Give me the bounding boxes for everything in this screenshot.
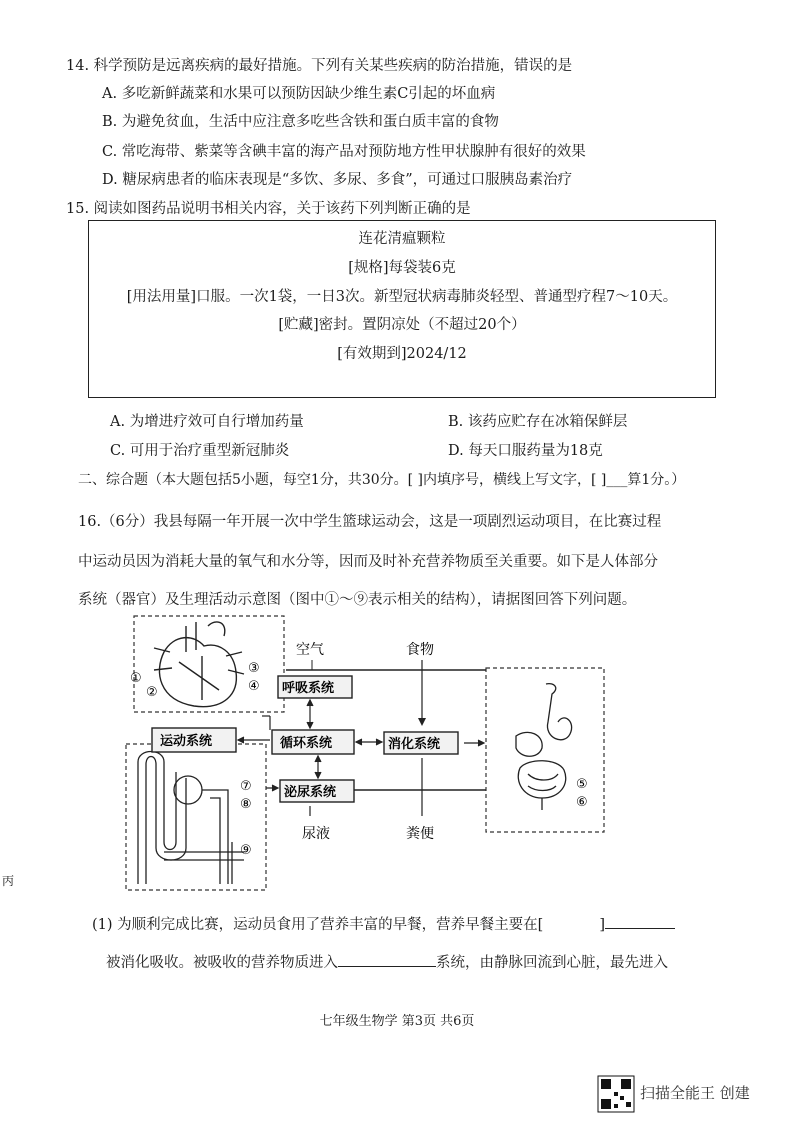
- marker-6: ⑥: [576, 795, 588, 810]
- answer-blank-1[interactable]: [543, 915, 599, 929]
- q15-stem: 15. 阅读如图药品说明书相关内容，关于该药下列判断正确的是: [66, 201, 471, 217]
- medicine-label-box: [88, 220, 716, 398]
- medicine-name: 连花清瘟颗粒: [358, 231, 446, 247]
- body-systems-diagram: [124, 612, 612, 894]
- label-food: 食物: [406, 642, 434, 658]
- q14-option-c: C. 常吃海带、紫菜等含碘丰富的海产品对预防地方性甲状腺肿有很好的效果: [102, 144, 586, 160]
- q16-line3: 系统（器官）及生理活动示意图（图中①～⑨表示相关的结构），请据图回答下列问题。: [78, 592, 637, 608]
- label-feces: 粪便: [406, 826, 434, 842]
- q16-sub1-line2: [106, 951, 668, 972]
- box-motor: 运动系统: [160, 734, 213, 749]
- q16-sub1-part4: 系统，由静脉回流到心脏，最先进入: [436, 955, 668, 971]
- answer-blank-3[interactable]: [338, 952, 436, 967]
- page-footer: 七年级生物学 第3页 共6页: [319, 1014, 475, 1029]
- q15-option-b: B. 该药应贮存在冰箱保鲜层: [448, 414, 628, 430]
- box-urinary: 泌尿系统: [284, 785, 337, 800]
- marker-4: ④: [248, 679, 260, 694]
- q16-sub1-part3: 被消化吸收。被吸收的营养物质进入: [106, 955, 338, 971]
- q16-sub1-line1: [92, 913, 675, 934]
- medicine-expiry: [有效期到]2024/12: [337, 346, 467, 362]
- box-circulatory: 循环系统: [280, 736, 333, 751]
- section2-heading: 二、综合题（本大题包括5小题，每空1分，共30分。[ ]内填序号，横线上写文字，[ ]___算1分。）: [78, 472, 686, 488]
- answer-blank-2[interactable]: [605, 914, 675, 929]
- marker-9: ⑨: [240, 843, 252, 858]
- heart-number-markers: [130, 661, 260, 700]
- heart-illustration: [154, 622, 244, 707]
- q14-option-a: A. 多吃新鲜蔬菜和水果可以预防因缺少维生素C引起的坏血病: [102, 86, 496, 102]
- box-digestive: 消化系统: [388, 737, 441, 752]
- q16-line1: 16.（6分）我县每隔一年开展一次中学生篮球运动会，这是一项剧烈运动项目，在比赛过程: [78, 514, 662, 530]
- label-air: 空气: [296, 642, 324, 658]
- digestive-illustration: [516, 684, 572, 810]
- label-urine: 尿液: [302, 826, 330, 842]
- medicine-storage: [贮藏]密封。置阴凉处（不超过20个）: [278, 317, 526, 333]
- marker-8: ⑧: [240, 797, 252, 812]
- q15-option-a: A. 为增进疗效可自行增加药量: [110, 414, 304, 430]
- medicine-spec: [规格]每袋装6克: [348, 260, 456, 276]
- nephron-number-markers: [240, 779, 252, 858]
- q14-stem: 14. 科学预防是远离疾病的最好措施。下列有关某些疾病的防治措施，错误的是: [66, 58, 573, 74]
- marker-2: ②: [146, 685, 158, 700]
- margin-character: 丙: [2, 874, 15, 888]
- q15-option-d: D. 每天口服药量为18克: [448, 443, 603, 459]
- marker-3: ③: [248, 661, 260, 676]
- box-respiratory: 呼吸系统: [282, 681, 335, 696]
- q16-sub1-part1: (1) 为顺利完成比赛，运动员食用了营养丰富的早餐，营养早餐主要在[: [92, 917, 544, 933]
- q14-option-b: B. 为避免贫血，生活中应注意多吃些含铁和蛋白质丰富的食物: [102, 114, 499, 130]
- q14-option-d: D. 糖尿病患者的临床表现是“多饮、多尿、多食”，可通过口服胰岛素治疗: [102, 172, 573, 188]
- marker-7: ⑦: [240, 779, 252, 794]
- medicine-usage: [用法用量]口服。一次1袋，一日3次。新型冠状病毒肺炎轻型、普通型疗程7～10天。: [126, 289, 678, 305]
- scanner-watermark: 扫描全能王 创建: [640, 1084, 750, 1102]
- nephron-illustration: [138, 752, 244, 885]
- q15-option-c: C. 可用于治疗重型新冠肺炎: [110, 443, 290, 459]
- q16-sub1-part2: ]: [599, 917, 605, 933]
- marker-1: ①: [130, 671, 142, 686]
- q16-line2: 中运动员因为消耗大量的氧气和水分等，因而及时补充营养物质至关重要。如下是人体部分: [78, 554, 658, 570]
- digestive-number-markers: [576, 777, 588, 810]
- marker-5: ⑤: [576, 777, 588, 792]
